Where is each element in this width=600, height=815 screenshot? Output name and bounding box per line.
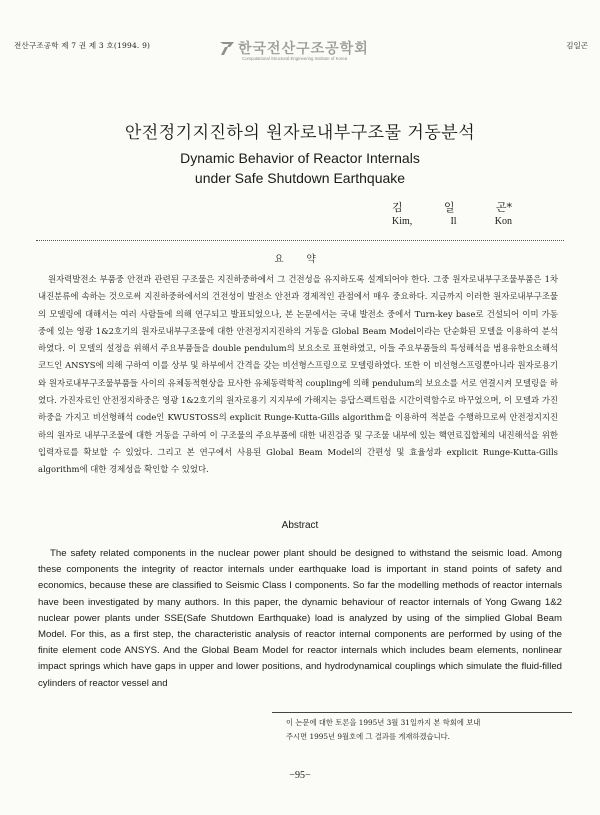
footnote-line: 주시면 1995년 9월호에 그 결과를 게재하겠습니다.	[286, 732, 451, 741]
title-english-line2: under Safe Shutdown Earthquake	[194, 170, 406, 186]
discussion-footnote	[286, 716, 576, 744]
society-logo	[218, 38, 398, 62]
summary-heading: 요 약	[274, 254, 326, 265]
author-block	[392, 199, 512, 227]
author-ko-part: 김	[392, 201, 403, 214]
running-author: 김일곤	[566, 41, 588, 50]
title-english-line1: Dynamic Behavior of Reactor Internals	[180, 150, 420, 166]
abstract-english-text: The safety related components in the nuclear power plant should be designed to withstand the seismic load. Among these components the integrity of reactor internals under earthquake load is important in stand points of safety and economics, because these are classified to Seismic Class I components. So far the modelling methods of reactor internals have been investigated by many authors. In this paper, the dynamic behaviour of reactor internals of Yong Gwang 1&2 nuclear power plants under SSE(Safe Shutdown Earthquake) load is analyzed by using of the simplied Global Beam Model. For this, as a first step, the characteristic analysis of reactor internal components are performed by using of the finite element code ANSYS. And the Global Beam Model for reactor internals which includes beam elements, nonlinear impact springs which have gaps in upper and lower positions, and hydrodynamical couplings which simulate the fluid-filled cylinders of reactor vessel and	[38, 548, 562, 689]
footnote-line: 이 논문에 대한 토론을 1995년 3월 31일까지 본 학회에 보내	[286, 718, 481, 727]
author-ko-part: 곤*	[495, 201, 512, 214]
society-subtitle: Computational Structural Engineering Institute of Korea	[242, 56, 348, 61]
title-korean: 안전정기지진하의 원자로내부구조물 거동분석	[124, 123, 476, 143]
abstract-heading: Abstract	[281, 520, 319, 531]
author-name-english	[392, 216, 512, 227]
summary-korean-text: 원자력발전소 부품중 안전과 관련된 구조물은 지진하중하에서 그 건전성을 유지하도록 설계되어야 한다. 그중 원자로내부구조물부품은 1차 내진분류에 속하는 것으로써 지진하중하에서의 건전성이 발전소 안전과 경제적인 관점에서 매우 중요하다. 지금까지 이러한 원자로내부구조물의 모델링에 대해서는 여러 사람들에 의해 연구되고 발표되었으나, 본 논문에서는 국내 발전소 중에서 Turn-key base로 건설되어 이미 가동 중에 있는 영광 1&2호기의 원자로내부구조물에 대한 안전정지지진하의 거동을 Global Beam Model이라는 단순화된 모델을 이용하여 분석하였다. 이 모델의 설정을 위해서 주요부품들을 double pendulum의 보요소로 표현하였고, 이들 주요부품들의 특성해석을 범용유한요소해석코드인 ANSYS에 의해 구하여 이를 상부 및 하부에서 간격을 갖는 비선형스프링으로 모델링하였다. 또한 이 비선형스프링뿐아니라 원자로용기와 원자로내부구조물부품들 사이의 유체동적현상을 묘사한 유체동력학적 coupling에 의해 pendulum의 보요소를 서로 연결시켜 모델링을 하였다. 가진자료인 안전정지하중은 영광 1&2호기의 원자로용기 지지부에 가해지는 응답스펙트럼을 시간이력함수로 바꾸었으며, 이 모델과 가진 하중을 가지고 비선형해석 code인 KWUSTOSS의 explicit Runge-Kutta-Gills algorithm을 이용하여 적분을 수행하므로써 안전정지지진하의 원자로 내부구조물에 대한 거동을 구하여 이 구조물의 주요부품에 대한 내진검증 및 구조물 내부에 있는 핵연료집합체의 내진해석을 위한 입력자료를 확보할 수 있었다. 그리고 본 연구에서 사용된 Global Beam Model의 간편성 및 효율성과 explicit Runge-Kutta-Gills algorithm에 대한 경제성을 확인할 수 있었다.	[38, 274, 558, 475]
author-name-korean	[392, 199, 512, 215]
author-en-part: Kon	[494, 216, 512, 227]
summary-korean	[38, 271, 558, 479]
society-name: 한국전산구조공학회	[238, 41, 369, 57]
author-en-part: Il	[450, 216, 457, 227]
page-number: −95−	[289, 770, 311, 781]
footnote-rule	[272, 712, 572, 713]
journal-citation: 전산구조공학 제 7 권 제 3 호(1994. 9)	[14, 41, 151, 50]
author-en-part: Kim,	[392, 216, 413, 227]
abstract-english	[38, 546, 562, 692]
society-emblem-icon	[218, 39, 236, 57]
title-english	[0, 148, 600, 188]
dotted-divider	[36, 240, 564, 241]
author-ko-part: 일	[443, 201, 455, 214]
